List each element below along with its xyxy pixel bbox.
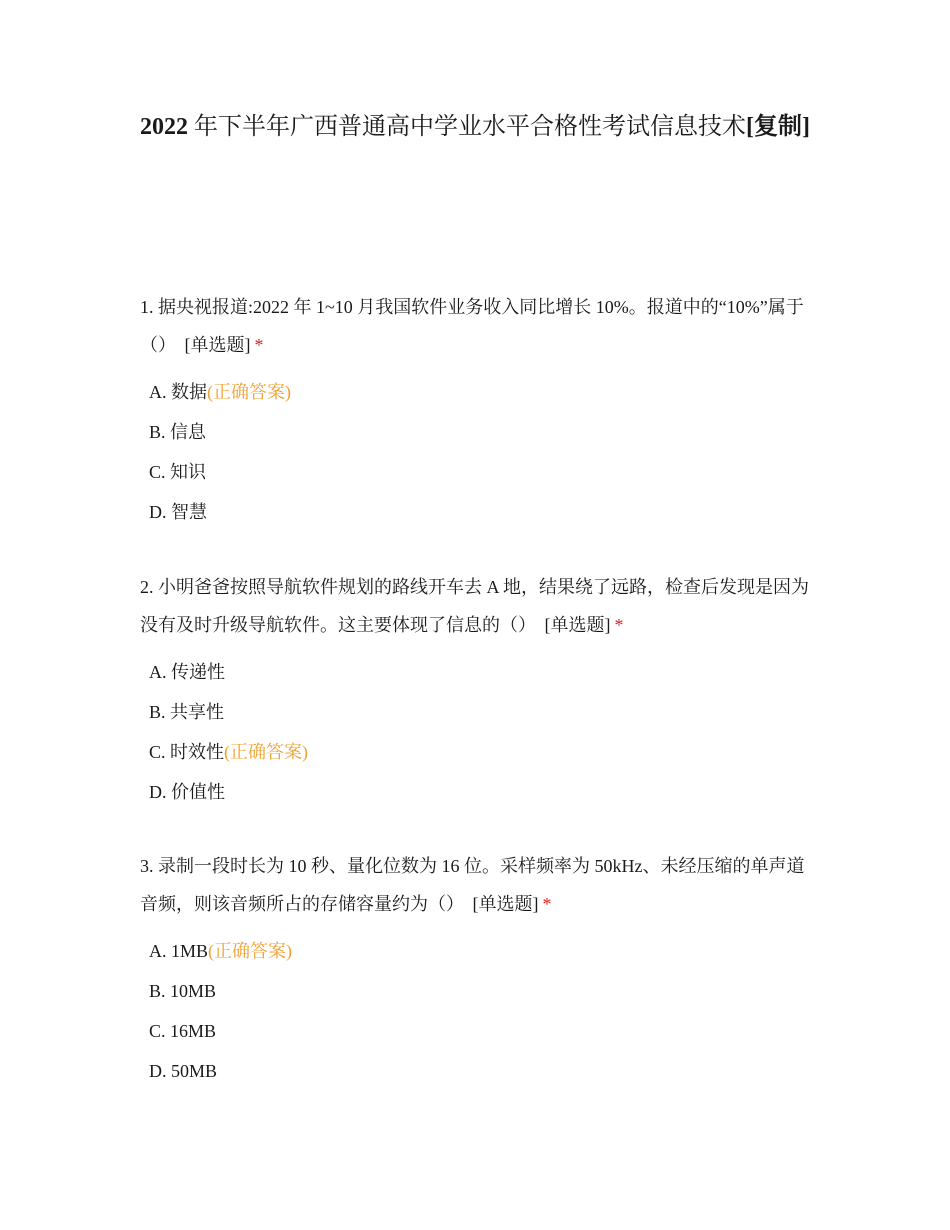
required-marker: * bbox=[614, 615, 624, 635]
question-text bbox=[140, 568, 810, 644]
option-list bbox=[140, 931, 810, 1091]
title-text: 年下半年广西普通高中学业水平合格性考试信息技术 bbox=[194, 114, 746, 140]
option-b[interactable] bbox=[149, 412, 810, 452]
option-label: A. 1MB bbox=[149, 941, 209, 961]
correct-answer-tag: (正确答案) bbox=[207, 382, 291, 402]
option-a[interactable] bbox=[149, 372, 810, 412]
option-d[interactable] bbox=[149, 492, 810, 532]
option-d[interactable] bbox=[149, 772, 810, 812]
title-year: 2022 bbox=[140, 114, 188, 140]
question-2 bbox=[140, 568, 810, 812]
question-type: [单选题] bbox=[184, 335, 251, 355]
option-c[interactable] bbox=[149, 732, 810, 772]
option-label: D. 50MB bbox=[149, 1061, 218, 1081]
option-c[interactable] bbox=[149, 452, 810, 492]
question-3-text: 3. 录制一段时长为 10 秒、量化位数为 16 位。采样频率为 50kHz、未经压缩的单声道音频，则该音频所占的存储容量约为（） bbox=[140, 856, 805, 914]
question-2-text: 2. 小明爸爸按照导航软件规划的路线开车去 A 地，结果绕了远路，检查后发现是因为没有及时升级导航软件。这主要体现了信息的（） bbox=[140, 577, 810, 635]
option-label: C. 时效性 bbox=[149, 742, 225, 762]
question-1-text: 1. 据央视报道:2022 年 1~10 月我国软件业务收入同比增长 10%。报道中的“10%”属于（） bbox=[140, 297, 804, 355]
option-d[interactable] bbox=[149, 1051, 810, 1091]
option-list bbox=[140, 652, 810, 812]
option-b[interactable] bbox=[149, 971, 810, 1011]
option-b[interactable] bbox=[149, 692, 810, 732]
option-label: B. 10MB bbox=[149, 981, 217, 1001]
correct-answer-tag: (正确答案) bbox=[208, 941, 293, 961]
question-3 bbox=[140, 847, 810, 1091]
question-text bbox=[140, 288, 810, 364]
option-a[interactable] bbox=[149, 931, 810, 971]
option-label: B. 共享性 bbox=[149, 702, 225, 722]
required-marker: * bbox=[254, 335, 264, 355]
option-label: D. 智慧 bbox=[149, 502, 207, 522]
title-suffix: [复制] bbox=[746, 114, 810, 140]
option-list bbox=[140, 372, 810, 532]
option-c[interactable] bbox=[149, 1011, 810, 1051]
correct-answer-tag: (正确答案) bbox=[224, 742, 309, 762]
option-a[interactable] bbox=[149, 652, 810, 692]
option-label: A. 数据 bbox=[149, 382, 207, 402]
question-text bbox=[140, 847, 810, 923]
option-label: D. 价值性 bbox=[149, 782, 225, 802]
option-label: B. 信息 bbox=[149, 422, 207, 442]
page-title bbox=[140, 106, 810, 148]
option-label: C. 知识 bbox=[149, 462, 207, 482]
question-type: [单选题] bbox=[472, 894, 539, 914]
question-type: [单选题] bbox=[544, 615, 611, 635]
required-marker: * bbox=[542, 894, 552, 914]
option-label: A. 传递性 bbox=[149, 662, 225, 682]
question-1 bbox=[140, 288, 810, 532]
option-label: C. 16MB bbox=[149, 1021, 217, 1041]
